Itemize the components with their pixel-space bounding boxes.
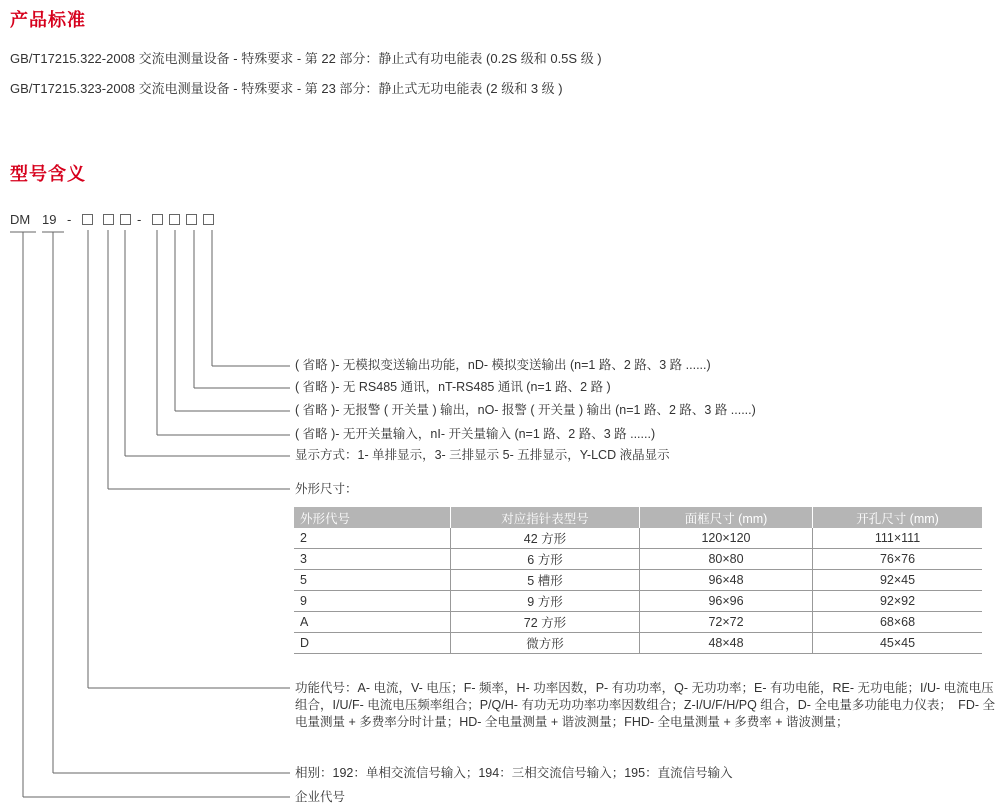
desc-function: 功能代号：A- 电流，V- 电压；F- 频率，H- 功率因数，P- 有功功率，Q- 无功功率；E- 有功电能，RE- 无功电能；I/U- 电流电压组合，I/U/F- 电流电压频率组合；P/Q/H- 有功无功功率功率因数组合；Z-I/U/F/H/PQ 组合，D- 全电量多功能电力仪表； FD- 全电量测量 + 多费率分时计量；HD- 全电量测量 + 谐波测量；FHD- 全电量测量 + 多费率 + 谐波测量； — [295, 681, 995, 729]
table-row — [294, 591, 982, 612]
cell-shape-code: 2 — [294, 528, 451, 549]
table-header-row — [294, 507, 982, 528]
cell-frame-size: 96×48 — [640, 570, 813, 591]
cell-cutout-size: 111×111 — [813, 528, 983, 549]
cell-meter-model: 9 方形 — [451, 591, 640, 612]
model-prefix: DM — [10, 212, 31, 227]
cell-meter-model: 微方形 — [451, 633, 640, 654]
desc-dimensions-label: 外形尺寸： — [295, 482, 358, 496]
desc-display: 显示方式：1- 单排显示，3- 三排显示 5- 五排显示，Y-LCD 液晶显示 — [295, 448, 670, 462]
table-row — [294, 633, 982, 654]
cell-cutout-size: 45×45 — [813, 633, 983, 654]
desc-rs485: ( 省略 )- 无 RS485 通讯，nT-RS485 通讯 (n=1 路、2 路 ) — [295, 380, 611, 394]
cell-shape-code: D — [294, 633, 451, 654]
model-title: 型号含义 — [10, 164, 86, 184]
header-meter-model: 对应指针表型号 — [451, 507, 640, 528]
desc-switch-input: ( 省略 )- 无开关量输入，nI- 开关量输入 (n=1 路、2 路、3 路 ......) — [295, 427, 656, 441]
model-dash-2: - — [137, 212, 142, 227]
cell-cutout-size: 68×68 — [813, 612, 983, 633]
table-row — [294, 612, 982, 633]
table-row — [294, 549, 982, 570]
header-shape-code: 外形代号 — [294, 507, 451, 528]
cell-shape-code: 9 — [294, 591, 451, 612]
cell-meter-model: 42 方形 — [451, 528, 640, 549]
cell-frame-size: 48×48 — [640, 633, 813, 654]
cell-meter-model: 6 方形 — [451, 549, 640, 570]
standard-line-1: GB/T17215.322-2008 交流电测量设备 - 特殊要求 - 第 22 部分：静止式有功电能表 (0.2S 级和 0.5S 级 ) — [10, 51, 602, 66]
cell-cutout-size: 76×76 — [813, 549, 983, 570]
dimensions-table — [294, 507, 982, 654]
cell-shape-code: 5 — [294, 570, 451, 591]
desc-alarm: ( 省略 )- 无报警 ( 开关量 ) 输出，nO- 报警 ( 开关量 ) 输出 (n=1 路、2 路、3 路 ......) — [295, 403, 756, 417]
standard-line-2: GB/T17215.323-2008 交流电测量设备 - 特殊要求 - 第 23 部分：静止式无功电能表 (2 级和 3 级 ) — [10, 81, 563, 96]
cell-shape-code: A — [294, 612, 451, 633]
cell-meter-model: 5 槽形 — [451, 570, 640, 591]
cell-frame-size: 120×120 — [640, 528, 813, 549]
cell-shape-code: 3 — [294, 549, 451, 570]
cell-cutout-size: 92×45 — [813, 570, 983, 591]
standards-title: 产品标准 — [10, 10, 86, 30]
model-dash-1: - — [67, 212, 72, 227]
header-frame-size: 面框尺寸 (mm) — [640, 507, 813, 528]
cell-frame-size: 80×80 — [640, 549, 813, 570]
cell-meter-model: 72 方形 — [451, 612, 640, 633]
table-row — [294, 528, 982, 549]
cell-cutout-size: 92×92 — [813, 591, 983, 612]
model-series: 19 — [42, 212, 57, 227]
desc-phase: 相别：192：单相交流信号输入；194：三相交流信号输入；195：直流信号输入 — [295, 766, 733, 780]
cell-frame-size: 96×96 — [640, 591, 813, 612]
cell-frame-size: 72×72 — [640, 612, 813, 633]
table-row — [294, 570, 982, 591]
desc-analog-output: ( 省略 )- 无模拟变送输出功能，nD- 模拟变送输出 (n=1 路、2 路、3 路 ......) — [295, 358, 711, 372]
header-cutout-size: 开孔尺寸 (mm) — [813, 507, 983, 528]
desc-company: 企业代号 — [295, 790, 346, 804]
